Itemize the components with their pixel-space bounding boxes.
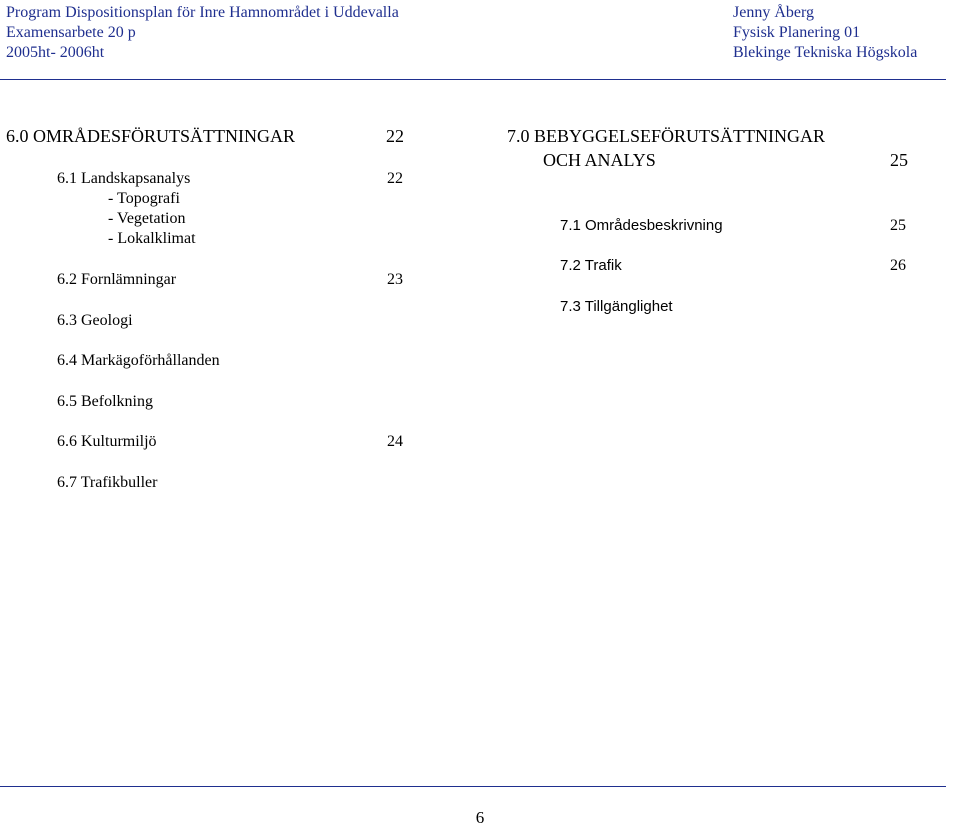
toc-page: 26 — [890, 257, 906, 274]
toc-heading-7: 7.0 BEBYGGELSEFÖRUTSÄTTNINGAR — [507, 126, 826, 146]
toc-page: 25 — [890, 217, 906, 234]
toc-heading-7-cont: OCH ANALYS — [543, 150, 656, 170]
toc-item: 7.1 Områdesbeskrivning — [560, 217, 723, 234]
header-rule — [0, 79, 946, 80]
header-course: Examensarbete 20 p — [6, 24, 136, 41]
page-number: 6 — [475, 808, 485, 827]
toc-item: 6.5 Befolkning — [57, 393, 153, 410]
header-school: Blekinge Tekniska Högskola — [733, 44, 918, 61]
toc-item: 6.7 Trafikbuller — [57, 474, 158, 491]
toc-item: 7.2 Trafik — [560, 257, 622, 274]
toc-page: 22 — [387, 170, 403, 187]
header-title: Program Dispositionsplan för Inre Hamnområdet i Uddevalla — [6, 4, 399, 21]
toc-subitem: - Vegetation — [108, 210, 186, 227]
header-program: Fysisk Planering 01 — [733, 24, 861, 41]
toc-page: 25 — [890, 150, 908, 170]
toc-item: 6.3 Geologi — [57, 312, 133, 329]
toc-subitem: - Lokalklimat — [108, 230, 196, 247]
toc-item: 6.4 Markägoförhållanden — [57, 352, 220, 369]
toc-subitem: - Topografi — [108, 190, 180, 207]
toc-page: 22 — [386, 126, 404, 146]
toc-heading-6: 6.0 OMRÅDESFÖRUTSÄTTNINGAR — [6, 126, 296, 146]
toc-page: 23 — [387, 271, 403, 288]
toc-page: 24 — [387, 433, 403, 450]
footer-rule — [0, 786, 946, 787]
header-term: 2005ht- 2006ht — [6, 44, 105, 61]
toc-item: 6.6 Kulturmiljö — [57, 433, 157, 450]
header-author: Jenny Åberg — [733, 4, 815, 21]
toc-item: 7.3 Tillgänglighet — [560, 298, 673, 315]
toc-item: 6.1 Landskapsanalys — [57, 170, 191, 187]
toc-item: 6.2 Fornlämningar — [57, 271, 177, 288]
